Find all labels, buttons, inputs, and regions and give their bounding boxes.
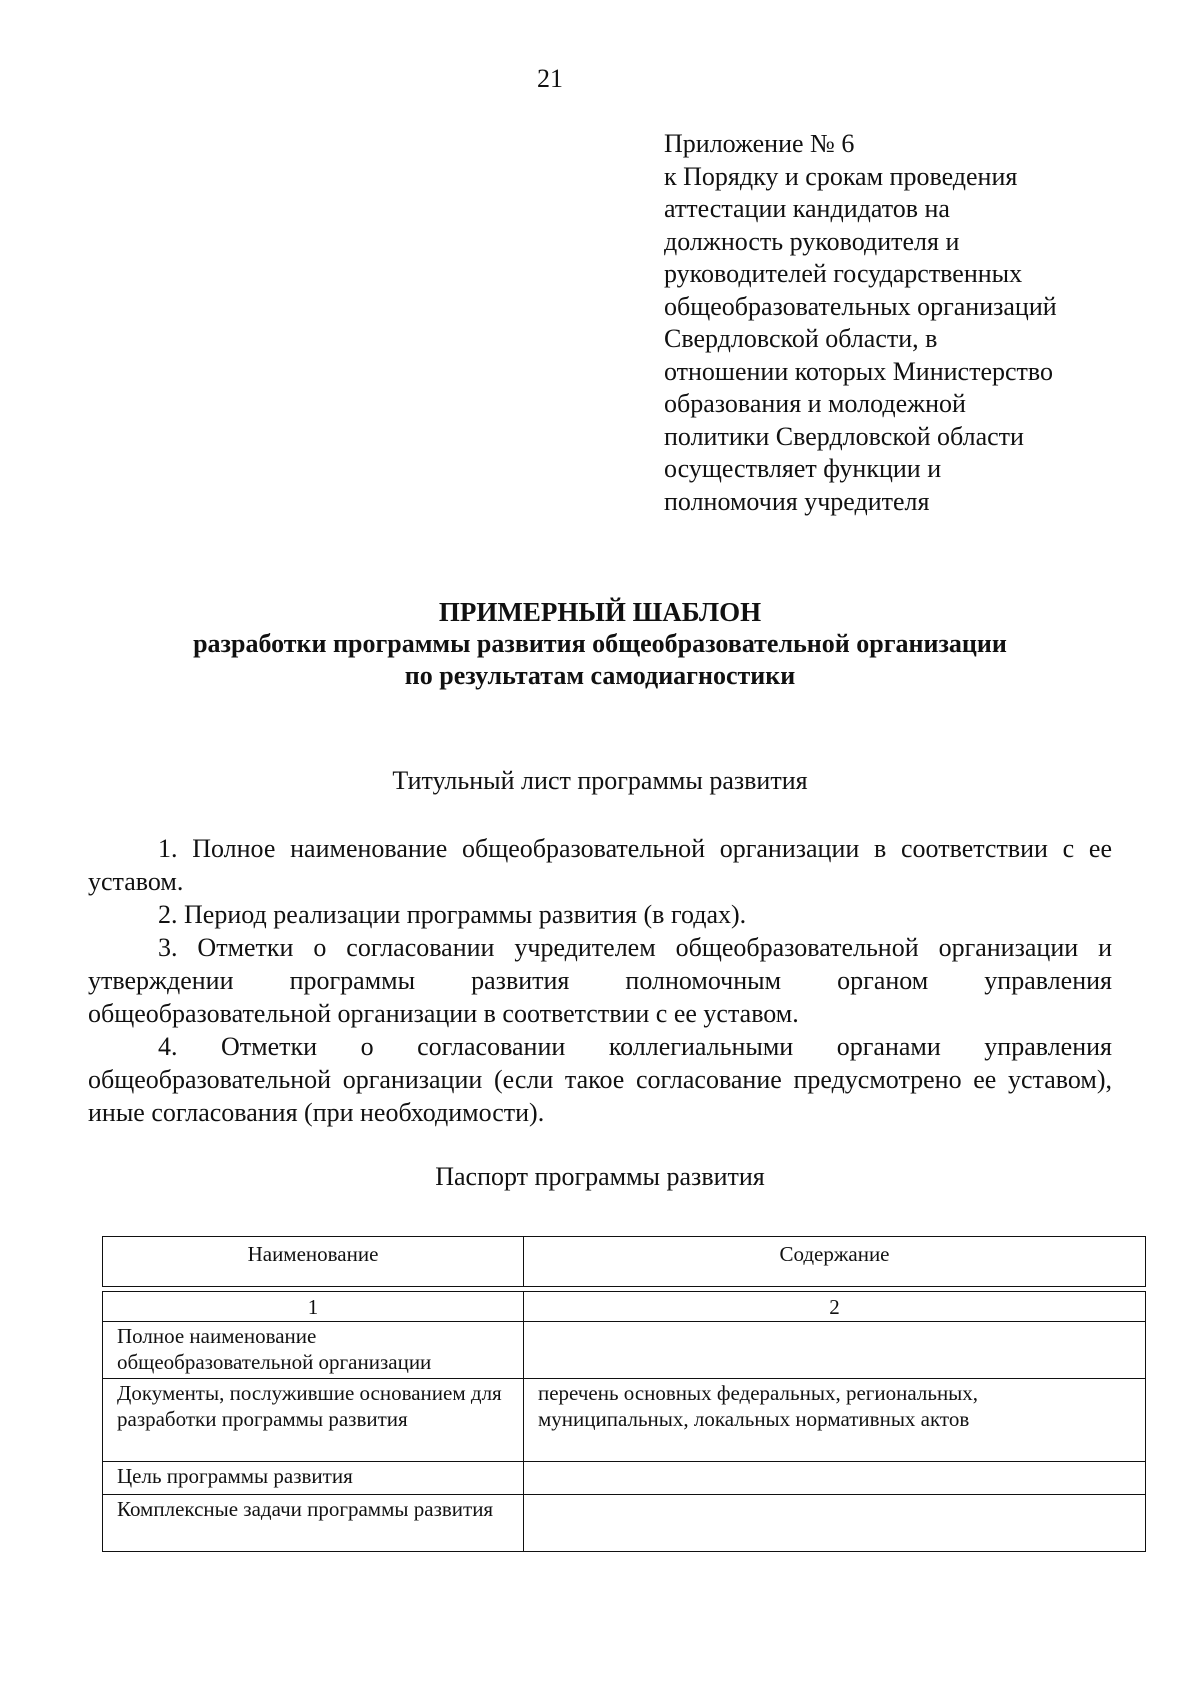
table-header-cell: Наименование — [103, 1237, 524, 1287]
table-cell-content — [524, 1495, 1146, 1552]
table-row — [103, 1495, 1146, 1552]
passport-heading: Паспорт программы развития — [435, 1162, 765, 1191]
table-number-row — [103, 1292, 1146, 1322]
table-cell-name: Комплексные задачи программы развития — [103, 1495, 524, 1552]
list-item: 3. Отметки о согласовании учредителем общеобразовательной организации и утверждении программы развития полномочным органом управления общеобразовательной организации в соответствии с ее уставом. — [88, 933, 1112, 1028]
table-cell-name: Полное наименование общеобразовательной организации — [103, 1322, 524, 1379]
table-cell-name: Документы, послужившие основанием для разработки программы развития — [103, 1379, 524, 1462]
list-item: 1. Полное наименование общеобразовательной организации в соответствии с ее уставом. — [88, 834, 1112, 896]
list-item: 4. Отметки о согласовании коллегиальными органами управления общеобразовательной организации (если такое согласование предусмотрено ее уставом), иные согласования (при необходимости). — [88, 1032, 1112, 1127]
passport-table — [102, 1236, 1146, 1552]
appendix-line: политики Свердловской области — [664, 421, 1024, 451]
table-row — [103, 1322, 1146, 1379]
table-row — [103, 1462, 1146, 1495]
table-row — [103, 1379, 1146, 1462]
page-number: 21 — [537, 64, 563, 93]
table-cell-content — [524, 1462, 1146, 1495]
document-title: ПРИМЕРНЫЙ ШАБЛОН — [438, 597, 762, 627]
appendix-line: Приложение № 6 — [664, 129, 855, 158]
table-cell-content — [524, 1322, 1146, 1379]
table-cell-content: перечень основных федеральных, региональных, муниципальных, локальных нормативных актов — [524, 1379, 1146, 1462]
table-column-number: 1 — [103, 1292, 524, 1322]
appendix-line: образования и молодежной — [664, 389, 966, 418]
appendix-line: осуществляет функции и — [664, 454, 942, 483]
appendix-line: общеобразовательных организаций — [664, 291, 1057, 321]
table-cell-name: Цель программы развития — [103, 1462, 524, 1495]
table-header-row — [103, 1237, 1146, 1287]
appendix-block — [664, 128, 1124, 518]
title-sheet-items — [88, 832, 1112, 1129]
title-sheet-heading: Титульный лист программы развития — [392, 766, 808, 795]
appendix-line: Свердловской области, в — [664, 324, 938, 353]
appendix-line: отношении которых Министерство — [664, 356, 1053, 386]
document-heading — [80, 596, 1120, 692]
table-column-number: 2 — [524, 1292, 1146, 1322]
list-item: 2. Период реализации программы развития (в годах). — [158, 900, 747, 929]
document-subtitle-line: разработки программы развития общеобразовательной организации — [193, 629, 1007, 658]
appendix-line: должность руководителя и — [664, 226, 960, 256]
appendix-line: аттестации кандидатов на — [664, 194, 950, 223]
appendix-line: руководителей государственных — [664, 259, 1023, 288]
document-subtitle-line: по результатам самодиагностики — [404, 661, 796, 690]
table-header-cell: Содержание — [524, 1237, 1146, 1287]
appendix-line: к Порядку и срокам проведения — [664, 161, 1018, 191]
appendix-line: полномочия учредителя — [664, 486, 930, 516]
